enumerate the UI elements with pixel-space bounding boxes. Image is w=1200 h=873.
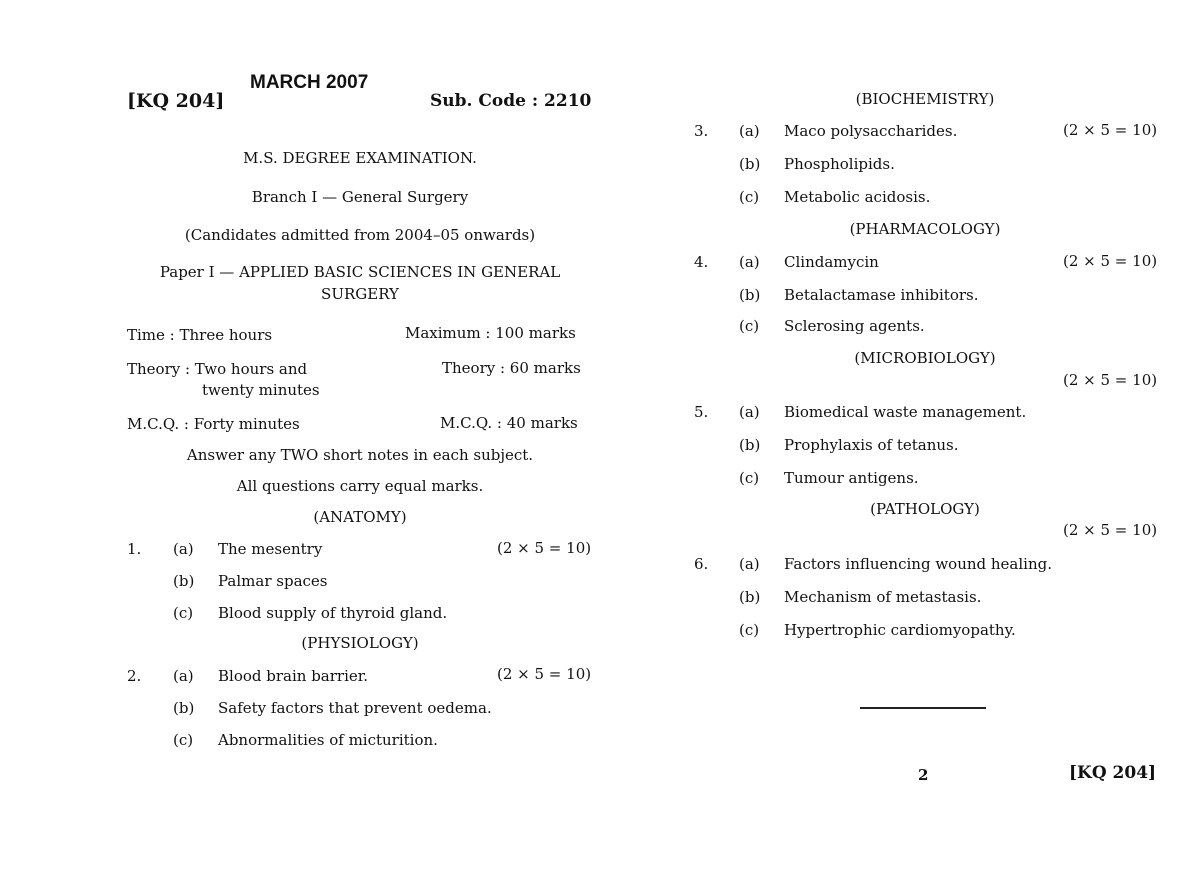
item-text: Abnormalities of micturition. [218, 731, 438, 749]
item-text: Blood brain barrier. [218, 667, 369, 685]
question-number-4: 4. [694, 253, 709, 271]
exam-date: MARCH 2007 [250, 72, 369, 93]
item-text: The mesentry [218, 540, 323, 558]
footer-code: [KQ 204] [1069, 763, 1157, 783]
item-text: Biomedical waste management. [784, 403, 1027, 421]
item-text: Factors influencing wound healing. [784, 555, 1052, 573]
question-marks-6: (2 × 5 = 10) [1063, 521, 1158, 539]
item-letter: (c) [739, 469, 760, 487]
question-marks-5: (2 × 5 = 10) [1063, 371, 1158, 389]
item-text: Sclerosing agents. [784, 317, 925, 335]
branch-title: Branch I — General Surgery [251, 188, 469, 206]
section-heading-microbiology: (MICROBIOLOGY) [854, 349, 996, 367]
item-text: Metabolic acidosis. [784, 188, 931, 206]
item-letter: (a) [739, 403, 760, 421]
item-text: Tumour antigens. [784, 469, 919, 487]
page-number: 2 [918, 766, 929, 784]
item-letter: (c) [173, 604, 194, 622]
mcq-label: M.C.Q. : Forty minutes [127, 415, 300, 433]
theory-marks: Theory : 60 marks [442, 359, 581, 377]
item-text: Phospholipids. [784, 155, 895, 173]
item-letter: (b) [173, 699, 195, 717]
item-text: Maco polysaccharides. [784, 122, 958, 140]
paper-code: [KQ 204] [127, 90, 225, 112]
item-text: Betalactamase inhibitors. [784, 286, 979, 304]
question-number-6: 6. [694, 555, 709, 573]
paper-title-line2: SURGERY [321, 285, 399, 303]
theory-label-line1: Theory : Two hours and [127, 360, 308, 378]
question-number-1: 1. [127, 540, 142, 558]
section-heading-biochemistry: (BIOCHEMISTRY) [855, 90, 995, 108]
question-number-2: 2. [127, 667, 142, 685]
paper-title-line1: Paper I — APPLIED BASIC SCIENCES IN GENERAL [159, 263, 561, 281]
question-marks-2: (2 × 5 = 10) [497, 665, 592, 683]
section-heading-anatomy: (ANATOMY) [313, 508, 407, 526]
maximum-marks: Maximum : 100 marks [405, 324, 576, 342]
question-number-3: 3. [694, 122, 709, 140]
question-marks-1: (2 × 5 = 10) [497, 539, 592, 557]
item-letter: (b) [739, 155, 761, 173]
item-letter: (a) [173, 540, 194, 558]
item-letter: (b) [739, 588, 761, 606]
item-letter: (c) [739, 317, 760, 335]
section-heading-physiology: (PHYSIOLOGY) [301, 634, 419, 652]
item-letter: (c) [173, 731, 194, 749]
item-text: Mechanism of metastasis. [784, 588, 982, 606]
item-text: Clindamycin [784, 253, 879, 271]
item-letter: (a) [739, 253, 760, 271]
section-heading-pathology: (PATHOLOGY) [870, 500, 980, 518]
item-text: Palmar spaces [218, 572, 328, 590]
item-text: Hypertrophic cardiomyopathy. [784, 621, 1016, 639]
candidates-note: (Candidates admitted from 2004–05 onwards) [184, 226, 536, 244]
item-letter: (b) [173, 572, 195, 590]
end-rule [860, 707, 986, 709]
item-text: Safety factors that prevent oedema. [218, 699, 492, 717]
instruction-answer: Answer any TWO short notes in each subject. [186, 446, 534, 464]
mcq-marks: M.C.Q. : 40 marks [440, 414, 578, 432]
item-letter: (a) [173, 667, 194, 685]
item-text: Prophylaxis of tetanus. [784, 436, 959, 454]
question-marks-4: (2 × 5 = 10) [1063, 252, 1158, 270]
question-marks-3: (2 × 5 = 10) [1063, 121, 1158, 139]
item-letter: (b) [739, 436, 761, 454]
item-letter: (c) [739, 188, 760, 206]
section-heading-pharmacology: (PHARMACOLOGY) [849, 220, 1001, 238]
question-number-5: 5. [694, 403, 709, 421]
item-letter: (b) [739, 286, 761, 304]
item-letter: (c) [739, 621, 760, 639]
item-text: Blood supply of thyroid gland. [218, 604, 448, 622]
degree-title: M.S. DEGREE EXAMINATION. [243, 149, 477, 167]
theory-label-line2: twenty minutes [202, 381, 320, 399]
item-letter: (a) [739, 122, 760, 140]
time-label: Time : Three hours [127, 326, 273, 344]
sub-code: Sub. Code : 2210 [430, 91, 592, 111]
instruction-marks: All questions carry equal marks. [236, 477, 484, 495]
item-letter: (a) [739, 555, 760, 573]
